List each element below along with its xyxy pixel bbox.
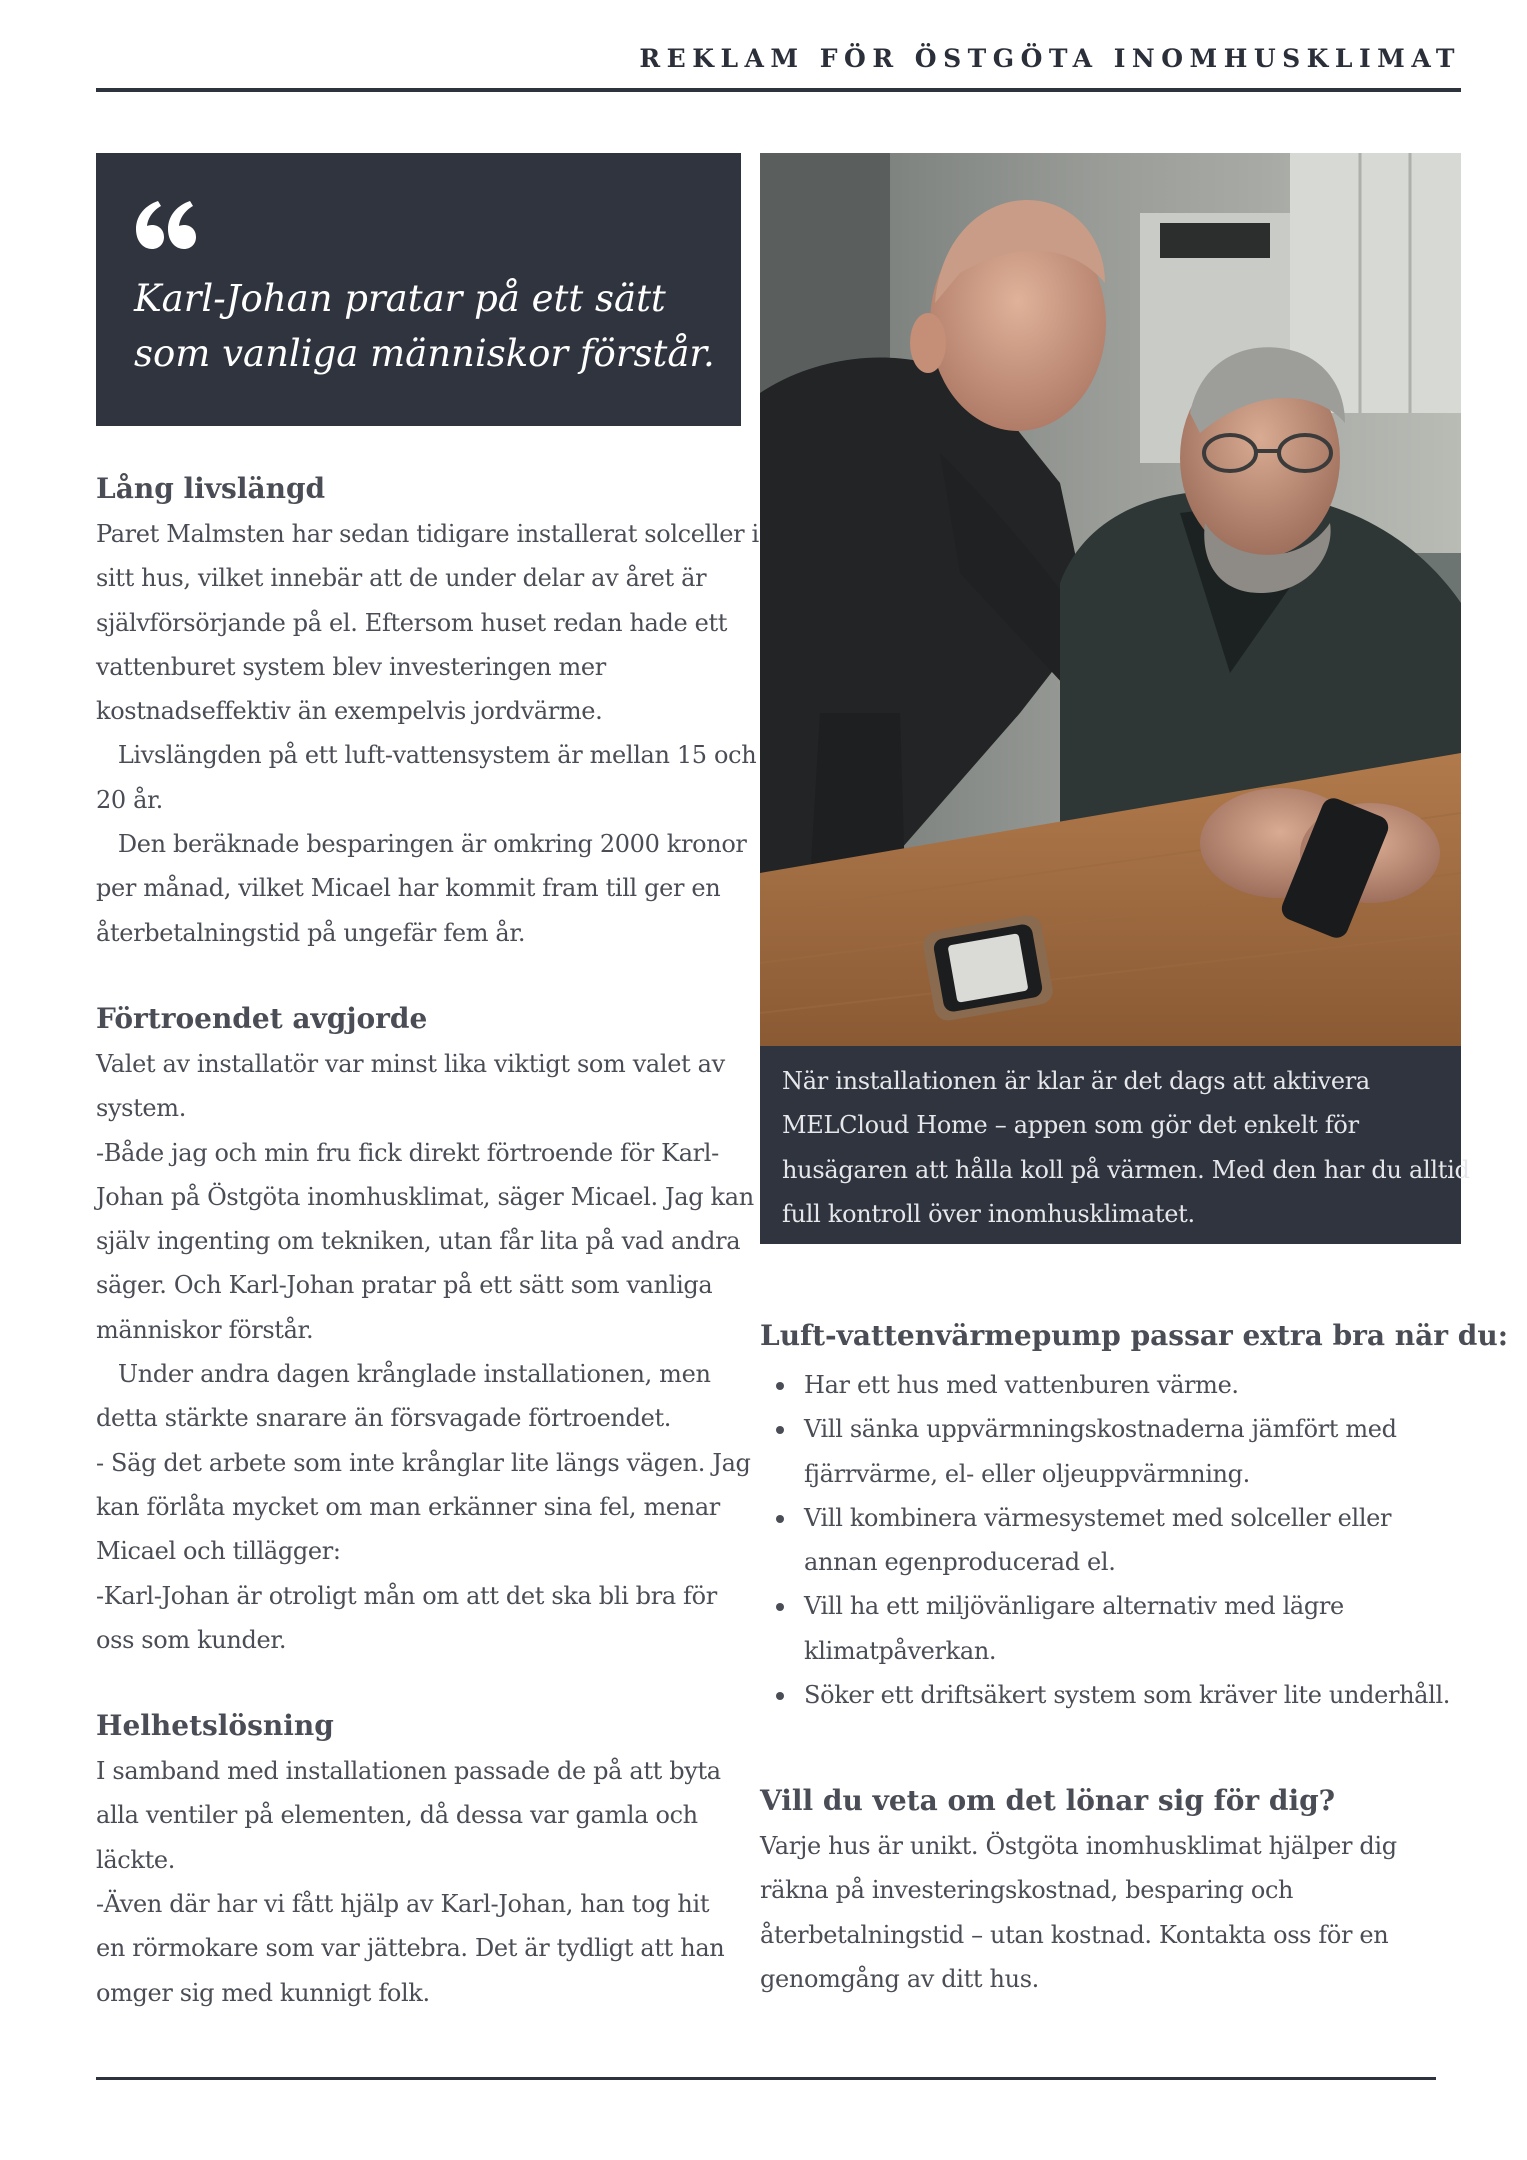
body-line: omger sig med kunnigt folk. bbox=[96, 1978, 430, 2007]
section-heading: Lång livslängd bbox=[96, 472, 326, 505]
body-line: kan förlåta mycket om man erkänner sina fel, menar bbox=[96, 1492, 720, 1521]
section-lang-livslangd bbox=[96, 466, 759, 955]
opening-quote-icon bbox=[132, 193, 196, 253]
list-item-line: Vill sänka uppvärmningskostnaderna jämfört med bbox=[804, 1415, 1397, 1444]
caption-line: husägaren att hålla koll på värmen. Med den har du alltid bbox=[782, 1155, 1470, 1184]
body-line: genomgång av ditt hus. bbox=[760, 1964, 1039, 1993]
left-article-column bbox=[96, 466, 759, 2056]
list-item bbox=[768, 1496, 1468, 1585]
body-line: säger. Och Karl-Johan pratar på ett sätt som vanliga bbox=[96, 1271, 713, 1300]
body-line: Den beräknade besparingen är omkring 2000 kronor bbox=[96, 830, 747, 859]
body-line: människor förstår. bbox=[96, 1315, 314, 1344]
body-line: system. bbox=[96, 1094, 186, 1123]
body-line: kostnadseffektiv än exempelvis jordvärme. bbox=[96, 697, 603, 726]
section-heading: Förtroendet avgjorde bbox=[96, 1001, 428, 1035]
body-line: per månad, vilket Micael har kommit fram till ger en bbox=[96, 874, 721, 903]
call-to-action-section bbox=[760, 1778, 1460, 2001]
list-item-line: klimatpåverkan. bbox=[804, 1636, 997, 1665]
benefits-list bbox=[768, 1363, 1468, 1717]
list-item-line: Vill kombinera värmesystemet med solceller eller bbox=[804, 1503, 1392, 1532]
pull-quote-text bbox=[134, 271, 734, 381]
body-line: läckte. bbox=[96, 1845, 175, 1874]
body-line: själv ingenting om tekniken, utan får lita på vad andra bbox=[96, 1227, 741, 1256]
body-line: -Även där har vi fått hjälp av Karl-Johan, han tog hit bbox=[96, 1890, 710, 1919]
pull-quote-line: Karl-Johan pratar på ett sätt bbox=[134, 277, 666, 320]
section-helhetslosning bbox=[96, 1703, 744, 2015]
list-item bbox=[768, 1584, 1468, 1673]
section-body bbox=[96, 1042, 754, 1662]
body-line: Livslängden på ett luft-vattensystem är mellan 15 och bbox=[96, 741, 757, 770]
body-line: räkna på investeringskostnad, besparing och bbox=[760, 1876, 1294, 1905]
body-line: Varje hus är unikt. Östgöta inomhusklimat hjälper dig bbox=[760, 1832, 1397, 1860]
body-line: vattenburet system blev investeringen mer bbox=[96, 652, 606, 681]
page-header-title: REKLAM FÖR ÖSTGÖTA INOMHUSKLIMAT bbox=[639, 44, 1461, 73]
body-line: -Karl-Johan är otroligt mån om att det ska bli bra för bbox=[96, 1581, 717, 1610]
caption-line: När installationen är klar är det dags att aktivera bbox=[782, 1067, 1370, 1095]
list-item-line: fjärrvärme, el- eller oljeuppvärmning. bbox=[804, 1459, 1250, 1488]
body-line: alla ventiler på elementen, då dessa var gamla och bbox=[96, 1801, 698, 1830]
caption-line: MELCloud Home – appen som gör det enkelt för bbox=[782, 1111, 1359, 1140]
body-line: sitt hus, vilket innebär att de under delar av året är bbox=[96, 564, 707, 593]
section-body bbox=[96, 1749, 744, 2015]
section-heading: Helhetslösning bbox=[96, 1709, 334, 1743]
body-line: - Säg det arbete som inte krånglar lite längs vägen. Jag bbox=[96, 1448, 751, 1477]
footer-divider bbox=[96, 2077, 1436, 2080]
body-line: en rörmokare som var jättebra. Det är tydligt att han bbox=[96, 1934, 725, 1963]
section-fortroendet bbox=[96, 996, 754, 1662]
section-body bbox=[96, 512, 759, 955]
list-item-line: Söker ett driftsäkert system som kräver lite underhåll. bbox=[804, 1681, 1451, 1710]
body-line: detta stärkte snarare än försvagade förtroendet. bbox=[96, 1404, 672, 1433]
body-line: självförsörjande på el. Eftersom huset redan hade ett bbox=[96, 608, 728, 637]
caption-line: full kontroll över inomhusklimatet. bbox=[782, 1199, 1195, 1228]
body-line: återbetalningstid – utan kostnad. Kontakta oss för en bbox=[760, 1920, 1389, 1949]
header-divider bbox=[96, 88, 1461, 92]
list-item bbox=[768, 1673, 1468, 1717]
pull-quote-line: som vanliga människor förstår. bbox=[134, 332, 715, 375]
body-line: -Både jag och min fru fick direkt förtroende för Karl- bbox=[96, 1138, 719, 1167]
body-line: Paret Malmsten har sedan tidigare installerat solceller i bbox=[96, 520, 759, 548]
body-line: oss som kunder. bbox=[96, 1625, 287, 1654]
pull-quote-box bbox=[96, 153, 741, 426]
body-line: Under andra dagen krånglade installationen, men bbox=[96, 1360, 711, 1389]
list-item-line: annan egenproducerad el. bbox=[804, 1548, 1116, 1577]
list-item bbox=[768, 1407, 1468, 1496]
list-item-line: Har ett hus med vattenburen värme. bbox=[804, 1371, 1239, 1399]
article-photo bbox=[760, 153, 1461, 1046]
body-line: Valet av installatör var minst lika viktigt som valet av bbox=[96, 1049, 725, 1078]
photo-caption bbox=[760, 1046, 1470, 1244]
body-line: återbetalningstid på ungefär fem år. bbox=[96, 918, 526, 947]
cta-body bbox=[760, 1824, 1460, 2001]
list-item-line: Vill ha ett miljövänligare alternativ med lägre bbox=[804, 1592, 1344, 1621]
body-line: 20 år. bbox=[96, 785, 163, 814]
list-item bbox=[768, 1363, 1468, 1407]
photo-illustration bbox=[760, 153, 1461, 1046]
body-line: I samband med installationen passade de på att byta bbox=[96, 1757, 721, 1786]
bullets-heading: Luft-vattenvärmepump passar extra bra när du: bbox=[760, 1319, 1509, 1352]
body-line: Micael och tillägger: bbox=[96, 1537, 341, 1566]
body-line: Johan på Östgöta inomhusklimat, säger Micael. Jag kan bbox=[96, 1182, 754, 1211]
cta-heading: Vill du veta om det lönar sig för dig? bbox=[760, 1784, 1336, 1817]
